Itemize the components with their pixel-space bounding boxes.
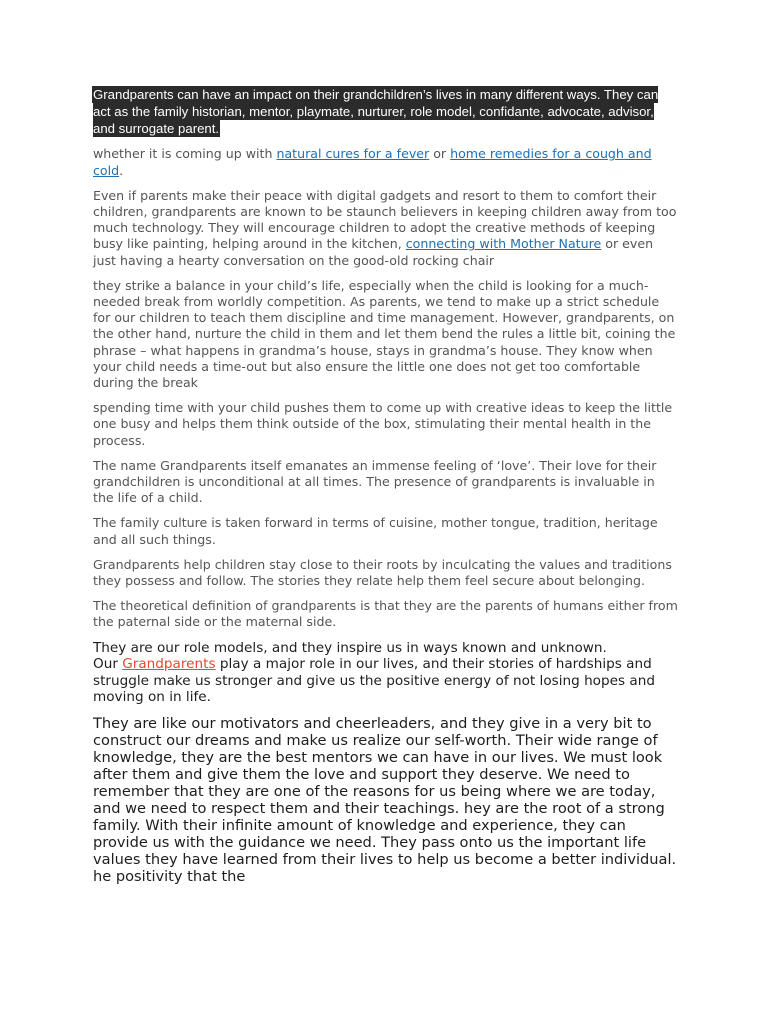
paragraph-love: The name Grandparents itself emanates an immense feeling of ‘love’. Their love for their grandchildren is unconditional at all times. The presence of grandparents is invaluable in the life of a child. [93, 457, 657, 506]
paragraph-remedies-text-mid: or [429, 146, 451, 162]
paragraph-technology [93, 188, 678, 269]
paragraph-balance: they strike a balance in your child’s life, especially when the child is looking for a much-needed break from worldly competition. As parents, we tend to make up a strict schedule for our children to teach them discipline and time management. However, grandparents, on the other hand, nurture the child in them and let them bend the rules a little bit, coining the phrase – what happens in grandma’s house, stays in grandma’s house. They know when your child needs a time-out but also ensure the little one does not get too comfortable during the break [93, 277, 676, 391]
paragraph-definition: The theoretical definition of grandparents is that they are the parents of humans either from the paternal side or the maternal side. [93, 598, 678, 630]
paragraph-roots: Grandparents help children stay close to their roots by inculcating the values and traditions they possess and follow. The stories they relate help them feel secure about belonging. [93, 556, 672, 589]
paragraph-technology-text-after: or even just having a hearty conversation on the good-old rocking chair [93, 236, 654, 268]
mother-nature-link[interactable]: connecting with Mother Nature [405, 236, 602, 252]
paragraph-role-models-text-before: Our [93, 656, 123, 673]
grandparents-link[interactable]: Grandparents [122, 656, 216, 673]
paragraph-creative: spending time with your child pushes them to come up with creative ideas to keep the little one busy and helps them think outside of the box, stimulating their mental health in the process. [93, 400, 673, 448]
paragraph-role-models-text-after: play a major role in our lives, and their stories of hardships and struggle make us stronger and give us the positive energy of not losing hopes and moving on in life. [93, 656, 655, 706]
paragraph-culture: The family culture is taken forward in terms of cuisine, mother tongue, tradition, heritage and all such things. [93, 515, 658, 547]
paragraph-technology-text-before: Even if parents make their peace with digital gadgets and resort to them to comfort their children, grandparents are known to be staunch believers in keeping children away from too much technology. They will encourage children to adopt the creative methods of keeping busy like painting, helping around in the kitchen, [93, 187, 677, 252]
paragraph-remedies-text-before: whether it is coming up with [93, 146, 277, 162]
paragraph-remedies [93, 146, 678, 178]
home-remedies-link[interactable]: home remedies for a cough and cold [93, 146, 652, 178]
paragraph-motivators: They are like our motivators and cheerleaders, and they give in a very bit to construct our dreams and make us realize our self-worth. Their wide range of knowledge, they are the best mentors we can have in our lives. We must look after them and give them the love and support they deserve. We need to remember that they are one of the reasons for us being where we are today, and we need to respect them and their teachings. hey are the root of a strong family. With their infinite amount of knowledge and experience, they can provide us with the guidance we need. They pass onto us the important life values they have learned from their lives to help us become a better individual. he positivity that the [93, 715, 677, 886]
intro-highlight-text: Grandparents can have an impact on their grandchildren’s lives in many different ways. They can act as the family historian, mentor, playmate, nurturer, role model, confidante, advocate, advisor, and surrogate parent. [93, 87, 659, 136]
natural-cures-link[interactable]: natural cures for a fever [276, 146, 430, 162]
intro-highlighted-paragraph [93, 87, 678, 137]
paragraph-role-models-line1: They are our role models, and they inspire us in ways known and unknown. [93, 639, 607, 656]
paragraph-role-models [93, 640, 678, 706]
paragraph-remedies-text-after: . [119, 162, 124, 178]
document-page [93, 87, 678, 885]
